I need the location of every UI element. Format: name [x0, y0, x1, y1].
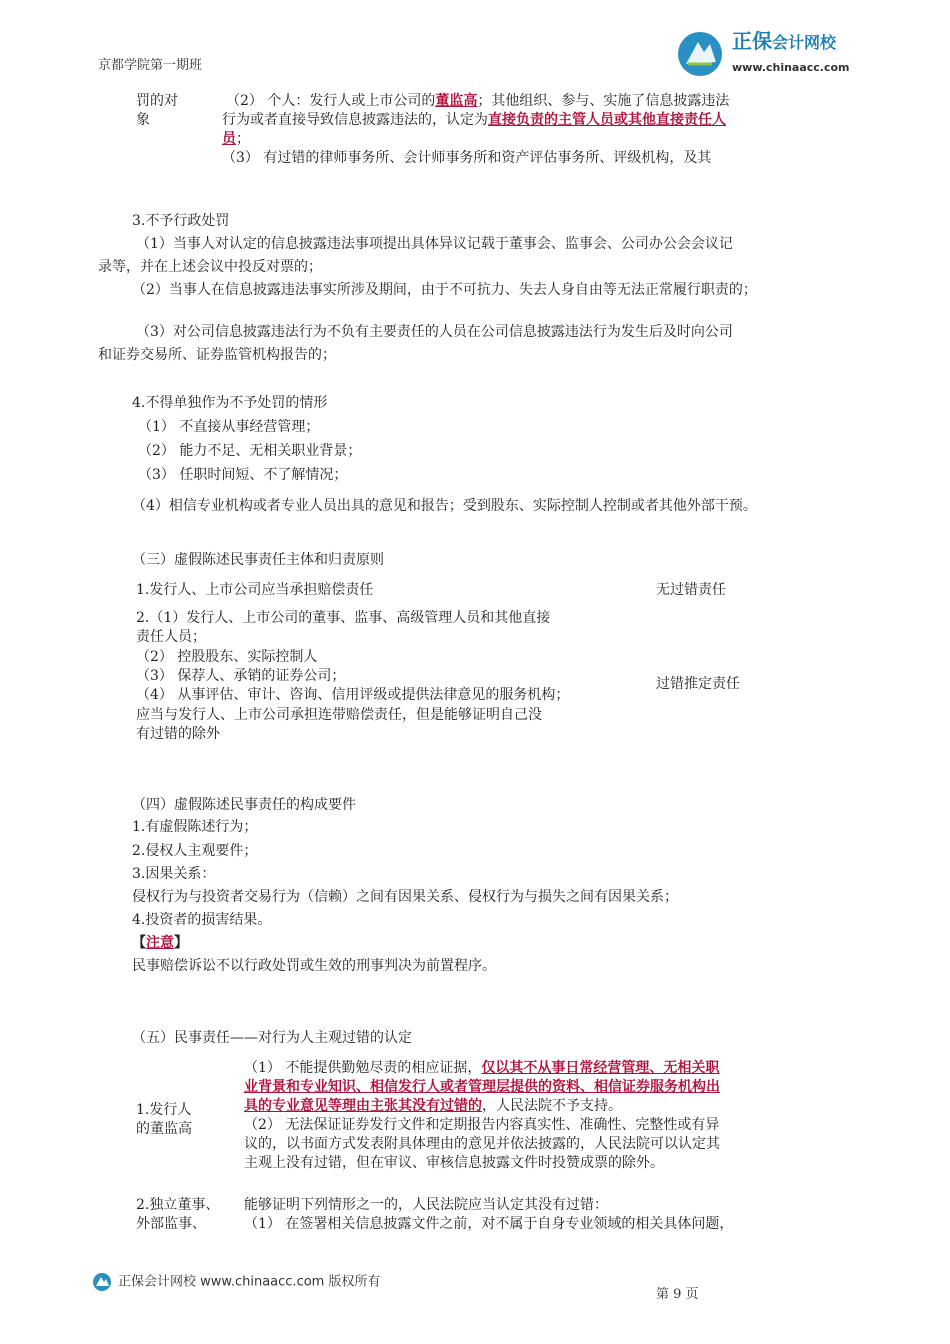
logo-url: www.chinaacc.com: [732, 61, 850, 74]
table1-label-line1: 罚的对: [136, 93, 178, 109]
section5-row2-sub: （1） 在签署相关信息披露文件之前，对不属于自身专业领域的相关具体问题，: [244, 1216, 734, 1232]
section5-row1-p1-line1: （1） 不能提供勤勉尽责的相应证据，仅以其不从事日常经营管理、无相关职: [244, 1060, 720, 1076]
section3-p3-line1: （3）对公司信息披露违法行为不负有主要责任的人员在公司信息披露违法行为发生后及时向公司: [136, 324, 733, 340]
section5-row1-p2-line1: （2） 无法保证证券发行文件和定期报告内容真实性、准确性、完整性或有异: [244, 1117, 720, 1133]
section4-item4: （4）相信专业机构或者专业人员出具的意见和报告；受到股东、实际控制人控制或者其他外部干预。: [132, 498, 757, 514]
section5-heading-clipped: （五）民事责任——对行为人主观过错的认定: [132, 1030, 412, 1046]
section3-p1-line1: （1）当事人对认定的信息披露违法事项提出具体异议记载于董事会、监事会、公司办公会会议记: [136, 236, 733, 252]
section5-row1-p2-line2: 议的，以书面方式发表附具体理由的意见并依法披露的，人民法院可以认定其: [244, 1136, 720, 1152]
section5-row2-label-line1: 2.独立董事、: [136, 1197, 220, 1213]
section5-row2-label-line2: 外部监事、: [136, 1216, 206, 1232]
elements-item4: 4.投资者的损害结果。: [132, 912, 272, 928]
elements-item1: 1.有虚假陈述行为；: [132, 819, 258, 835]
section4-item1: （1） 不直接从事经营管理；: [138, 419, 320, 435]
civil-row1-right: 无过错责任: [656, 582, 726, 598]
logo-name: 正保会计网校: [732, 29, 837, 53]
elements-item3-detail: 侵权行为与投资者交易行为（信赖）之间有因果关系、侵权行为与损失之间有因果关系；: [132, 889, 678, 905]
section3-p3-line2: 和证券交易所、证券监管机构报告的；: [98, 347, 336, 363]
footer: [92, 1272, 380, 1292]
section3-p2: （2）当事人在信息披露违法事实所涉及期间，由于不可抗力、失去人身自由等无法正常履行职责的；: [132, 282, 757, 298]
table1-label-line2: 象: [136, 112, 150, 128]
section5-row1-p2-line3: 主观上没有过错，但在审议、审核信息披露文件时投赞成票的除外。: [244, 1155, 664, 1171]
civil-row2-line1: 2.（1）发行人、上市公司的董事、监事、高级管理人员和其他直接: [136, 610, 551, 626]
civil-row2-right: 过错推定责任: [656, 676, 740, 692]
section5-row1-p1-line2: 业背景和专业知识、相信发行人或者管理层提供的资料、相信证券服务机构出: [244, 1079, 720, 1095]
table1-item2-line3: 员；: [222, 131, 250, 147]
section5-row1-label-line2: 的董监高: [136, 1121, 192, 1137]
header-clipped-text: 京都学院第一期班: [98, 58, 203, 73]
civil-row2-line2: 责任人员；: [136, 629, 206, 645]
footer-logo-icon: [92, 1272, 112, 1292]
table1-item2-line2: 行为或者直接导致信息披露违法的，认定为直接负责的主管人员或其他直接责任人: [222, 112, 726, 128]
elements-item2: 2.侵权人主观要件；: [132, 843, 258, 859]
civil-row2-line7: 有过错的除外: [136, 726, 220, 742]
footer-text: 正保会计网校 www.chinaacc.com 版权所有: [118, 1274, 381, 1290]
elements-title: （四）虚假陈述民事责任的构成要件: [132, 797, 356, 813]
page-number: 第 9 页: [656, 1287, 699, 1302]
section3-p1-line2: 录等，并在上述会议中投反对票的；: [98, 259, 322, 275]
civil-row2-line5: （4） 从事评估、审计、咨询、信用评级或提供法律意见的服务机构；: [136, 687, 570, 703]
brand-logo: [676, 30, 876, 80]
section4-item2: （2） 能力不足、无相关职业背景；: [138, 443, 362, 459]
section5-row1-label-line1: 1.发行人: [136, 1102, 192, 1118]
elements-item3: 3.因果关系：: [132, 866, 216, 882]
section4-item3-clipped: （3） 任职时间短、不了解情况；: [138, 467, 348, 483]
civil-row1-left: 1.发行人、上市公司应当承担赔偿责任: [136, 582, 374, 598]
civil-row2-line4: （3） 保荐人、承销的证券公司；: [136, 668, 346, 684]
table1-item2-line1: （2） 个人：发行人或上市公司的董监高；其他组织、参与、实施了信息披露违法: [226, 93, 730, 109]
section4-title: 4.不得单独作为不予处罚的情形: [132, 395, 328, 411]
table1-item3: （3） 有过错的律师事务所、会计师事务所和资产评估事务所、评级机构，及其: [222, 150, 712, 166]
civil-heading-clipped: （三）虚假陈述民事责任主体和归责原则: [132, 552, 384, 568]
civil-row2-line3: （2） 控股股东、实际控制人: [136, 649, 318, 665]
note-label: 【注意】: [132, 935, 188, 951]
logo-emblem-icon: [676, 30, 724, 78]
section5-row1-p1-line3: 具的专业意见等理由主张其没有过错的，人民法院不予支持。: [244, 1098, 622, 1114]
note-text: 民事赔偿诉讼不以行政处罚或生效的刑事判决为前置程序。: [132, 958, 496, 974]
section3-title: 3.不予行政处罚: [132, 213, 230, 229]
civil-row2-line6: 应当与发行人、上市公司承担连带赔偿责任，但是能够证明自己没: [136, 707, 542, 723]
section5-row2-text: 能够证明下列情形之一的，人民法院应当认定其没有过错：: [244, 1197, 608, 1213]
